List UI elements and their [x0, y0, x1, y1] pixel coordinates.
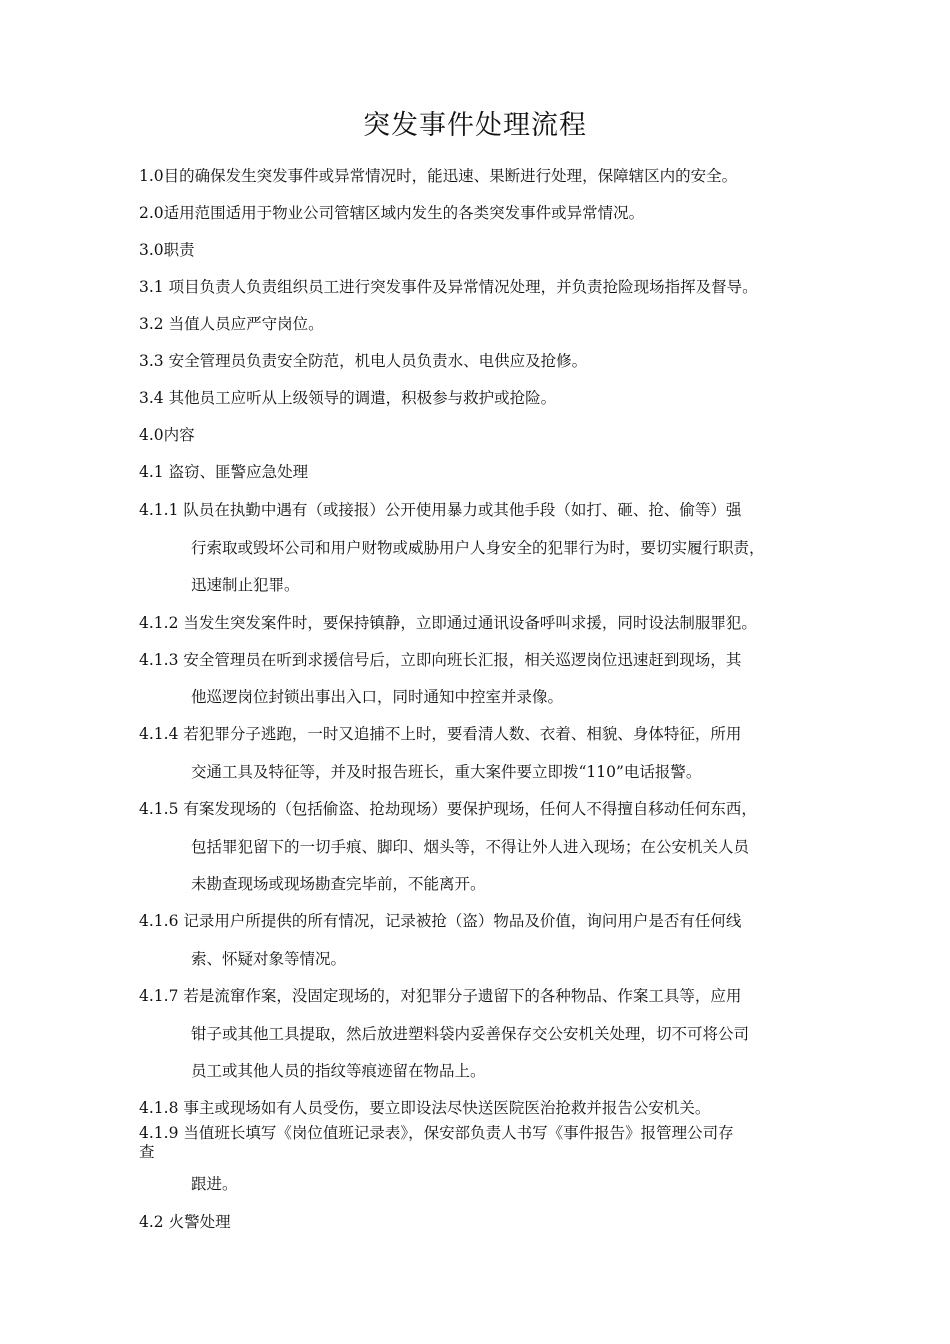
paragraph-4-1-5: 4.1.5 有案发现场的（包括偷盗、抢劫现场）要保护现场，任何人不得擅自移动任何东西， [139, 800, 757, 818]
paragraph-4-1-4: 4.1.4 若犯罪分子逃跑，一时又追捕不上时，要看清人数、衣着、相貌、身体特征，所用 [139, 725, 742, 743]
paragraph-4-1-5-cont: 未勘查现场或现场勘查完毕前，不能离开。 [191, 875, 486, 893]
paragraph-4-1-3: 4.1.3 安全管理员在听到求援信号后，立即向班长汇报，相关巡逻岗位迅速赶到现场，其 [139, 651, 742, 669]
paragraph-4-1-7-cont: 员工或其他人员的指纹等痕迹留在物品上。 [191, 1062, 486, 1080]
paragraph-4-1-7-cont: 钳子或其他工具提取，然后放进塑料袋内妥善保存交公安机关处理，切不可将公司 [191, 1025, 750, 1043]
page-title: 突发事件处理流程 [363, 110, 587, 141]
paragraph-scope: 2.0适用范围适用于物业公司管辖区域内发生的各类突发事件或异常情况。 [139, 204, 645, 222]
paragraph-4-1-9-cont: 跟进。 [191, 1175, 238, 1193]
paragraph-4-1-5-cont: 包括罪犯留下的一切手痕、脚印、烟头等，不得让外人进入现场；在公安机关人员 [191, 838, 750, 856]
paragraph-4-1-8: 4.1.8 事主或现场如有人员受伤，要立即设法尽快送医院医治抢救并报告公安机关。 [139, 1099, 711, 1117]
paragraph-3-3: 3.3 安全管理员负责安全防范，机电人员负责水、电供应及抢修。 [139, 352, 588, 370]
heading-content: 4.0内容 [139, 426, 195, 444]
paragraph-3-4: 3.4 其他员工应听从上级领导的调遣，积极参与救护或抢险。 [139, 389, 557, 407]
paragraph-4-1-7: 4.1.7 若是流窜作案，没固定现场的，对犯罪分子遗留下的各种物品、作案工具等，应用 [139, 987, 742, 1005]
paragraph-4-1-1-cont: 行索取或毁坏公司和用户财物或威胁用户人身安全的犯罪行为时，要切实履行职责， [191, 539, 765, 557]
paragraph-4-1-6: 4.1.6 记录用户所提供的所有情况，记录被抢（盗）物品及价值，询问用户是否有任何线 [139, 912, 742, 930]
paragraph-3-2: 3.2 当值人员应严守岗位。 [139, 315, 324, 333]
paragraph-4-1-1-cont: 迅速制止犯罪。 [191, 576, 300, 594]
paragraph-4-1-3-cont: 他巡逻岗位封锁出事出入口，同时通知中控室并录像。 [191, 688, 564, 706]
paragraph-4-1-4-cont: 交通工具及特征等，并及时报告班长，重大案件要立即拨“110”电话报警。 [191, 763, 702, 781]
heading-4-2: 4.2 火警处理 [139, 1213, 231, 1231]
paragraph-3-1: 3.1 项目负责人负责组织员工进行突发事件及异常情况处理，并负责抢险现场指挥及督导。 [139, 278, 758, 296]
paragraph-4-1-9: 4.1.9 当值班长填写《岗位值班记录表》，保安部负责人书写《事件报告》报管理公司存 [139, 1124, 734, 1142]
heading-4-1: 4.1 盗窃、匪警应急处理 [139, 463, 309, 481]
paragraph-4-1-2: 4.1.2 当发生突发案件时，要保持镇静，立即通过通讯设备呼叫求援，同时设法制服罪犯。 [139, 614, 757, 632]
paragraph-purpose: 1.0目的确保发生突发事件或异常情况时，能迅速、果断进行处理，保障辖区内的安全。 [139, 167, 738, 185]
paragraph-4-1-9-wrap: 查 [139, 1143, 155, 1161]
paragraph-4-1-6-cont: 索、怀疑对象等情况。 [191, 950, 347, 968]
heading-responsibilities: 3.0职责 [139, 241, 195, 259]
paragraph-4-1-1: 4.1.1 队员在执勤中遇有（或接报）公开使用暴力或其他手段（如打、砸、抢、偷等）强 [139, 501, 742, 519]
